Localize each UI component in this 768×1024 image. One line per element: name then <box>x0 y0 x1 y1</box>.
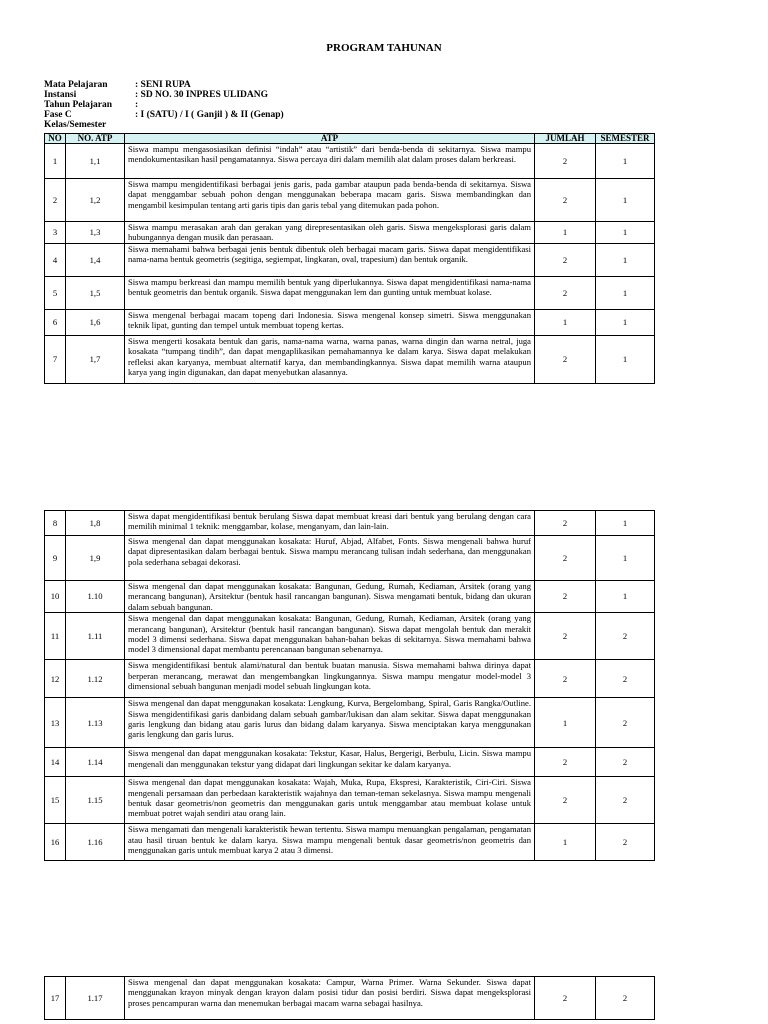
info-label: Tahun Pelajaran <box>44 100 113 110</box>
row-no: 16 <box>45 824 66 861</box>
row-atp-number: 1,8 <box>66 511 125 536</box>
row-no: 15 <box>45 777 66 824</box>
row-atp-text: Siswa mengenal berbagai macam topeng dari Indonesia. Siswa mengenal konsep simetri. Siswa menggunakan teknik lipat, gunting dan tempel untuk membuat topeng kertas. <box>125 310 535 336</box>
table-row <box>45 336 655 384</box>
info-row <box>44 80 284 90</box>
row-atp-text: Siswa dapat mengidentifikasi bentuk berulang Siswa dapat membuat kreasi dari bentuk yang berulang dengan cara memilih minimal 1 teknik: menggambar, kolase, menganyam, dan lain-lain. <box>125 511 535 536</box>
row-no: 9 <box>45 536 66 581</box>
row-no: 11 <box>45 613 66 660</box>
row-semester: 2 <box>596 748 655 777</box>
table-row <box>45 748 655 777</box>
row-atp-text: Siswa mengidentifikasi bentuk alami/natural dan bentuk buatan manusia. Siswa memahami bahwa dirinya dapat berperan merancang, merawat dan mengembangkan lingkungannya. Siswa mampu mengatur model-model 3 dimensional sebuah bangunan menjadi model sebuah lingkungan kota. <box>125 660 535 698</box>
row-atp-number: 1.11 <box>66 613 125 660</box>
row-jumlah: 2 <box>535 511 596 536</box>
row-atp-text: Siswa mampu berkreasi dan mampu memilih bentuk yang diperlukannya. Siswa dapat mengidentifikasi nama-nama bentuk geometris dan bentuk organik. Siswa dapat menggunakan lem dan gunting untuk membuat kolase. <box>125 277 535 310</box>
table-row <box>45 244 655 277</box>
row-atp-text: Siswa mengamati dan mengenali karakteristik hewan tertentu. Siswa mampu menuangkan pengalaman, pengamatan atau hasil tiruan bentuk ke dalam karya. Siswa mampu mengenali bentuk dasar geometris/non geometris dan menggunakan garis untuk membuat karya 2 atau 3 dimensi. <box>125 824 535 861</box>
row-jumlah: 2 <box>535 613 596 660</box>
row-no: 3 <box>45 222 66 244</box>
row-jumlah: 2 <box>535 777 596 824</box>
row-jumlah: 1 <box>535 698 596 748</box>
row-semester: 2 <box>596 777 655 824</box>
row-semester: 1 <box>596 144 655 179</box>
row-jumlah: 1 <box>535 824 596 861</box>
row-jumlah: 2 <box>535 977 596 1020</box>
row-atp-text: Siswa mampu mengidentifikasi berbagai jenis garis, pada gambar ataupun pada benda-benda di sekitarnya. Siswa dapat menggambar sebuah pohon dengan menggunakan beberapa macam garis. Siswa membandingkan dan mengambil kesimpulan tentang arti garis tipis dan garis tebal yang ditemukan pada pohon. <box>125 179 535 222</box>
table-row <box>45 222 655 244</box>
row-no: 12 <box>45 660 66 698</box>
info-row <box>44 100 284 110</box>
row-no: 8 <box>45 511 66 536</box>
row-no: 2 <box>45 179 66 222</box>
row-no: 10 <box>45 581 66 613</box>
table-row <box>45 179 655 222</box>
row-semester: 1 <box>596 536 655 581</box>
row-atp-number: 1.17 <box>66 977 125 1020</box>
header-atp: ATP <box>125 134 535 144</box>
row-semester: 2 <box>596 977 655 1020</box>
table-row <box>45 777 655 824</box>
row-no: 17 <box>45 977 66 1020</box>
row-no: 5 <box>45 277 66 310</box>
table-row <box>45 277 655 310</box>
table-row <box>45 144 655 179</box>
header-no-atp: NO. ATP <box>66 134 125 144</box>
info-label: Instansi <box>44 90 77 100</box>
page-title: PROGRAM TAHUNAN <box>326 42 442 54</box>
row-atp-text: Siswa mengenal dan dapat menggunakan kosakata: Lengkung, Kurva, Bergelombang, Spiral, Garis Rangka/Outline. Siswa mengidentifikasi garis danbidang dalam sebuah gambar/lukisan dan alam sekitar. Siswa dapat menggunakan garis lengkung dan bidang atau garis lurus dan bidang dalam karyanya. Siswa menciptakan karya menggunakan garis lengkung dan garis lurus. <box>125 698 535 748</box>
row-atp-number: 1,6 <box>66 310 125 336</box>
atp-table-part-2 <box>44 510 655 861</box>
row-atp-number: 1.16 <box>66 824 125 861</box>
row-atp-text: Siswa memahami bahwa berbagai jenis bentuk dibentuk oleh berbagai macam garis. Siswa dapat mengidentifikasi nama-nama bentuk geometris (segitiga, segiempat, lingkaran, oval, trapesium) dan bentuk organik. <box>125 244 535 277</box>
info-label: Mata Pelajaran <box>44 80 108 90</box>
row-atp-text: Siswa mampu merasakan arah dan gerakan yang direpresentasikan oleh garis. Siswa mengeksplorasi garis dalam hubungannya dengan musik dan perasaan. <box>125 222 535 244</box>
row-jumlah: 2 <box>535 277 596 310</box>
row-semester: 2 <box>596 660 655 698</box>
table-row <box>45 698 655 748</box>
info-value: : SENI RUPA <box>135 80 191 90</box>
row-atp-number: 1,1 <box>66 144 125 179</box>
atp-table-part-3 <box>44 976 655 1020</box>
row-no: 13 <box>45 698 66 748</box>
row-jumlah: 2 <box>535 660 596 698</box>
row-atp-text: Siswa mengenal dan dapat menggunakan kosakata: Huruf, Abjad, Alfabet, Fonts. Siswa mengenali bahwa huruf dapat dipresentasikan dalam berbagai bentuk. Siswa mampu merancang tulisan indah sederhana, dan menggunakan pola sederhana sebagai dekorasi. <box>125 536 535 581</box>
row-semester: 1 <box>596 336 655 384</box>
row-jumlah: 2 <box>535 179 596 222</box>
row-jumlah: 2 <box>535 244 596 277</box>
row-atp-number: 1,9 <box>66 536 125 581</box>
header-no: NO <box>45 134 66 144</box>
row-atp-text: Siswa mengenal dan dapat menggunakan kosakata: Bangunan, Gedung, Rumah, Kediaman, Arsitek (orang yang merancang bangunan), Arsitektur (bentuk hasil rancangan bangunan). Siswa mengamati bentuk, bidang dan ukuran dalam sebuah bangunan. <box>125 581 535 613</box>
row-no: 6 <box>45 310 66 336</box>
row-semester: 2 <box>596 824 655 861</box>
table-row <box>45 581 655 613</box>
row-semester: 1 <box>596 244 655 277</box>
info-label: Fase C Kelas/Semester <box>44 110 107 130</box>
row-semester: 1 <box>596 222 655 244</box>
row-no: 4 <box>45 244 66 277</box>
info-block <box>44 80 284 130</box>
table-row <box>45 613 655 660</box>
info-value: : <box>135 100 139 110</box>
row-atp-number: 1.10 <box>66 581 125 613</box>
row-atp-number: 1,7 <box>66 336 125 384</box>
row-no: 14 <box>45 748 66 777</box>
row-atp-text: Siswa mengerti kosakata bentuk dan garis, nama-nama warna, warna panas, warna dingin dan warna netral, juga kosakata “tumpang tindih”, dan dapat mengaplikasikan pemahamannya ke dalam karya. Siswa dapat melakukan refleksi akan karyanya, membuat alternatif karya, dan membandingkannya. Siswa dapat memilih warna ataupun karya yang ingin digunakan, dan dapat menyebutkan alasannya. <box>125 336 535 384</box>
header-jumlah: JUMLAH <box>535 134 596 144</box>
row-semester: 1 <box>596 581 655 613</box>
row-atp-number: 1,5 <box>66 277 125 310</box>
info-row <box>44 110 284 130</box>
table-row <box>45 511 655 536</box>
row-jumlah: 2 <box>535 536 596 581</box>
atp-table-part-1 <box>44 133 655 384</box>
row-no: 1 <box>45 144 66 179</box>
row-jumlah: 1 <box>535 222 596 244</box>
row-atp-number: 1,2 <box>66 179 125 222</box>
row-atp-number: 1.12 <box>66 660 125 698</box>
row-atp-number: 1.13 <box>66 698 125 748</box>
row-semester: 1 <box>596 277 655 310</box>
row-atp-number: 1.15 <box>66 777 125 824</box>
row-no: 7 <box>45 336 66 384</box>
row-atp-number: 1.14 <box>66 748 125 777</box>
table-row <box>45 660 655 698</box>
row-jumlah: 2 <box>535 144 596 179</box>
row-atp-text: Siswa mengenal dan dapat menggunakan kosakata: Bangunan, Gedung, Rumah, Kediaman, Arsitek (orang yang merancang bangunan), Arsitektur (bentuk hasil rancangan bangunan). Siswa dapat mengolah bentuk dan merakit model 3 dimensi sederhana. Siswa dapat menggunakan bahan-bahan bekas di sekitarnya. Siswa memahami bahwa model 3 dimensional dapat membantu perencanaan bangunan sebenarnya. <box>125 613 535 660</box>
table-row <box>45 824 655 861</box>
row-semester: 1 <box>596 179 655 222</box>
row-atp-text: Siswa mengenal dan dapat menggunakan kosakata: Tekstur, Kasar, Halus, Bergerigi, Berbulu, Licin. Siswa mampu mengenali dan menggunakan tekstur yang didapat dari lingkungan sekitar ke dalam karyanya. <box>125 748 535 777</box>
row-jumlah: 2 <box>535 748 596 777</box>
row-atp-text: Siswa mengenal dan dapat menggunakan kosakata: Wajah, Muka, Rupa, Ekspresi, Karakteristik, Ciri-Ciri. Siswa mengenali persamaan dan perbedaan karakteristik wajahnya dan teman-teman sekelasnya. Siswa mampu mengenali bentuk dasar geometris/non geometris dan menggunakan garis untuk menggambar atau membuat kolase untuk membuat potret wajah sendiri atau orang lain. <box>125 777 535 824</box>
row-semester: 2 <box>596 698 655 748</box>
row-semester: 2 <box>596 613 655 660</box>
info-value: : SD NO. 30 INPRES ULIDANG <box>135 90 269 100</box>
row-semester: 1 <box>596 511 655 536</box>
row-atp-text: Siswa mampu mengasosiasikan definisi “indah” atau “artistik” dari benda-benda di sekitarnya. Siswa mampu mendokumentasikan hasil pengamatannya. Siswa percaya diri dalam memilih alat dalam proses dalam berkreasi. <box>125 144 535 179</box>
row-jumlah: 2 <box>535 581 596 613</box>
info-row <box>44 90 284 100</box>
table-row <box>45 536 655 581</box>
row-atp-number: 1,3 <box>66 222 125 244</box>
table-row <box>45 977 655 1020</box>
table-row <box>45 310 655 336</box>
header-semester: SEMESTER <box>596 134 655 144</box>
row-jumlah: 1 <box>535 310 596 336</box>
table-header-row <box>45 134 655 144</box>
row-atp-text: Siswa mengenal dan dapat menggunakan kosakata: Campur, Warna Primer. Warna Sekunder. Siswa dapat menggunakan krayon minyak dengan krayon dalam posisi tidur dan posisi berdiri. Siswa dapat mengeksplorasi proses pencampuran warna dan menemukan berbagai macam warna sebagai hasilnya. <box>125 977 535 1020</box>
row-jumlah: 2 <box>535 336 596 384</box>
row-atp-number: 1,4 <box>66 244 125 277</box>
info-value: : I (SATU) / I ( Ganjil ) & II (Genap) <box>135 110 284 120</box>
row-semester: 1 <box>596 310 655 336</box>
